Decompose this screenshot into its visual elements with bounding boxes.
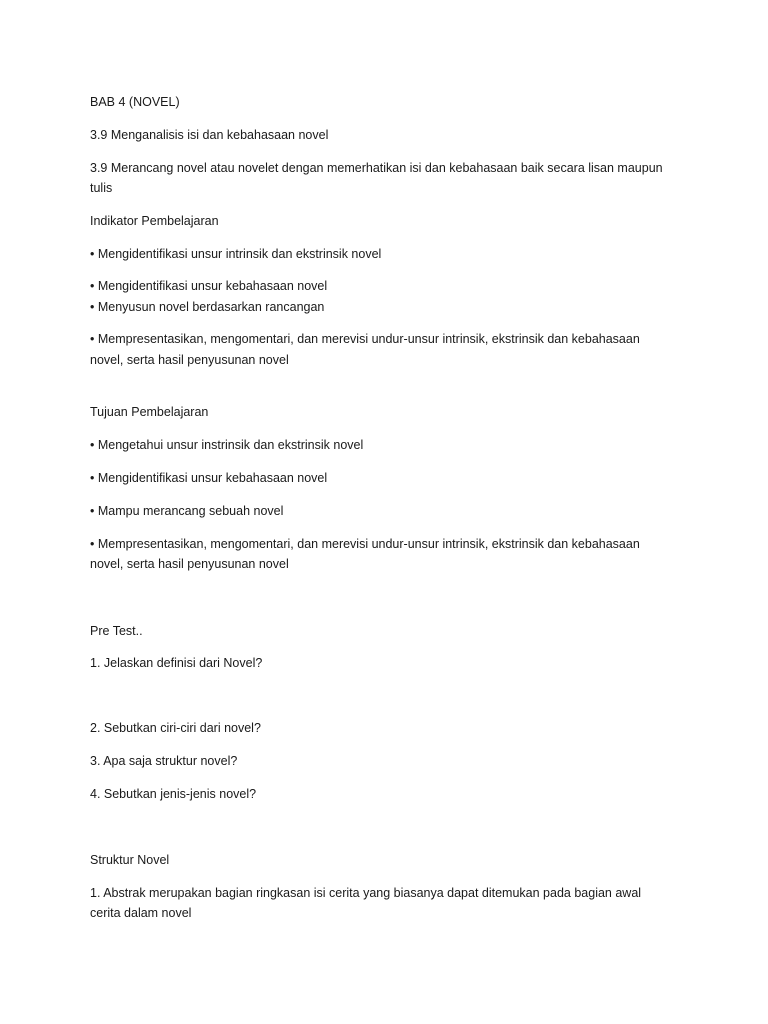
kd-line-continued: tulis bbox=[90, 181, 113, 195]
list-item-continued: novel, serta hasil penyusunan novel bbox=[90, 557, 289, 571]
list-item-continued: novel, serta hasil penyusunan novel bbox=[90, 353, 289, 367]
kd-line: 3.9 Merancang novel atau novelet dengan memerhatikan isi dan kebahasaan baik secara lisan maupun bbox=[90, 161, 663, 175]
list-item: • Mempresentasikan, mengomentari, dan merevisi undur-unsur intrinsik, ekstrinsik dan kebahasaan bbox=[90, 332, 640, 346]
list-item: • Mampu merancang sebuah novel bbox=[90, 504, 284, 518]
question-item: 4. Sebutkan jenis-jenis novel? bbox=[90, 787, 257, 801]
question-item: 2. Sebutkan ciri-ciri dari novel? bbox=[90, 721, 261, 735]
list-item: • Mengidentifikasi unsur kebahasaan novel bbox=[90, 471, 328, 485]
list-item-continued: cerita dalam novel bbox=[90, 906, 192, 920]
section-title-struktur: Struktur Novel bbox=[90, 853, 170, 867]
list-item: • Mengidentifikasi unsur intrinsik dan ekstrinsik novel bbox=[90, 247, 382, 261]
question-item: 3. Apa saja struktur novel? bbox=[90, 754, 238, 768]
list-item: • Mempresentasikan, mengomentari, dan merevisi undur-unsur intrinsik, ekstrinsik dan kebahasaan bbox=[90, 537, 640, 551]
list-item: • Mengidentifikasi unsur kebahasaan novel bbox=[90, 279, 328, 293]
section-title-tujuan: Tujuan Pembelajaran bbox=[90, 405, 209, 419]
list-item: 1. Abstrak merupakan bagian ringkasan isi cerita yang biasanya dapat ditemukan pada bagian awal bbox=[90, 886, 642, 900]
question-item: 1. Jelaskan definisi dari Novel? bbox=[90, 656, 263, 670]
kd-line: 3.9 Menganalisis isi dan kebahasaan novel bbox=[90, 128, 329, 142]
list-item: • Menyusun novel berdasarkan rancangan bbox=[90, 300, 325, 314]
section-title-pretest: Pre Test.. bbox=[90, 624, 143, 638]
list-item: • Mengetahui unsur instrinsik dan ekstrinsik novel bbox=[90, 438, 364, 452]
section-title-indikator: Indikator Pembelajaran bbox=[90, 214, 219, 228]
chapter-heading: BAB 4 (NOVEL) bbox=[90, 95, 180, 109]
